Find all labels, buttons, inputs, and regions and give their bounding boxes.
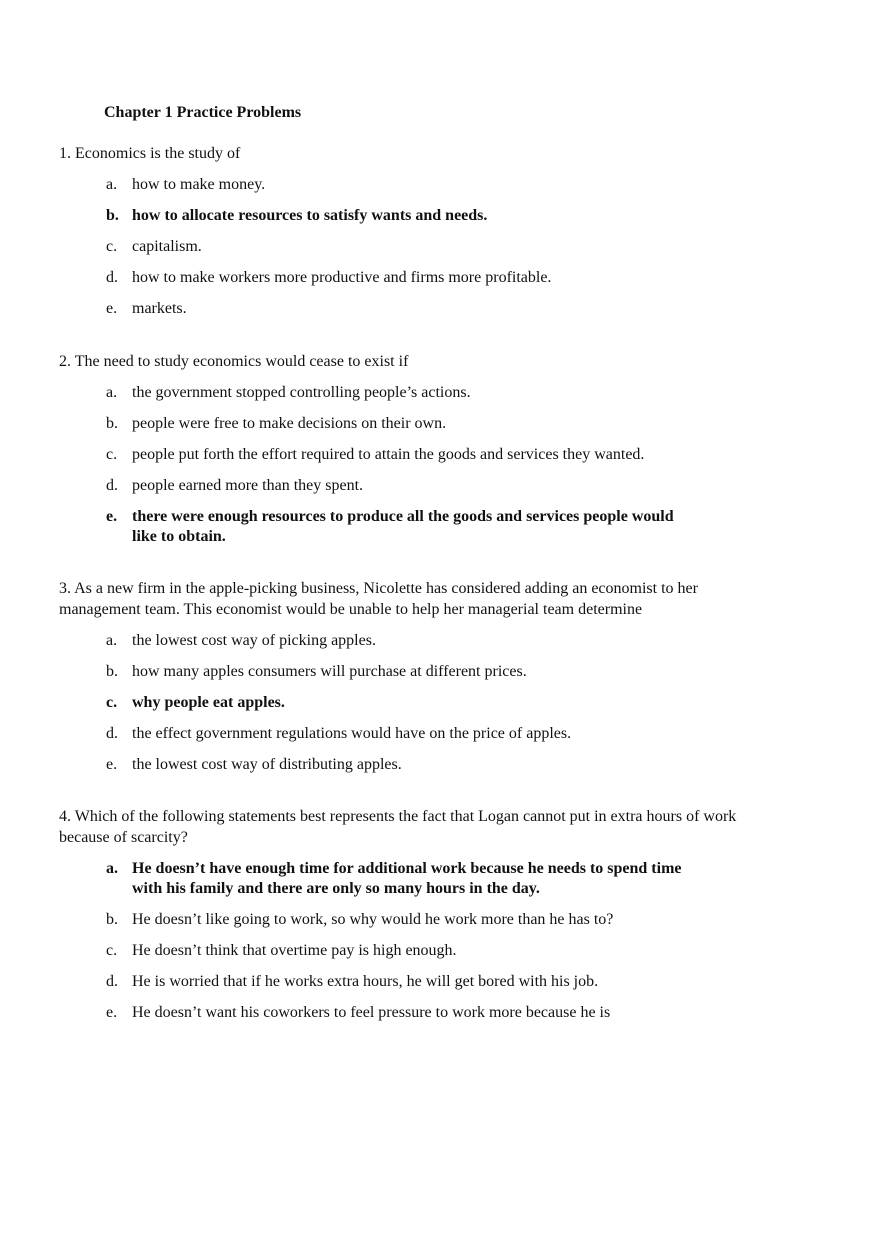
option-c bbox=[59, 445, 732, 465]
option-text: how to make money. bbox=[132, 176, 266, 193]
option-letter: a. bbox=[106, 632, 118, 649]
option-text: markets. bbox=[132, 300, 187, 317]
option-text: He is worried that if he works extra hours, he will get bored with his job. bbox=[132, 973, 599, 990]
option-letter: c. bbox=[106, 942, 118, 959]
option-text: people earned more than they spent. bbox=[132, 477, 364, 494]
options-list bbox=[59, 631, 779, 775]
option-d bbox=[59, 724, 732, 744]
option-text: He doesn’t have enough time for additional work because he needs to spend time with his family and there are only so many hours in the day. bbox=[132, 860, 682, 897]
page-title: Chapter 1 Practice Problems bbox=[104, 104, 302, 121]
option-letter: b. bbox=[106, 207, 119, 224]
option-d bbox=[59, 476, 732, 496]
question-stem: 1. Economics is the study of bbox=[59, 145, 241, 162]
option-letter: a. bbox=[106, 860, 118, 877]
option-text: the lowest cost way of picking apples. bbox=[132, 632, 376, 649]
question-stem: 3. As a new firm in the apple-picking business, Nicolette has considered adding an economist to her management team. This economist would be unable to help her managerial team determine bbox=[59, 580, 698, 618]
option-text: people were free to make decisions on their own. bbox=[132, 415, 447, 432]
option-letter: e. bbox=[106, 1004, 118, 1021]
option-letter: c. bbox=[106, 238, 118, 255]
options-list bbox=[59, 383, 779, 547]
option-text: how many apples consumers will purchase at different prices. bbox=[132, 663, 527, 680]
option-letter: b. bbox=[106, 663, 118, 680]
option-text: He doesn’t like going to work, so why would he work more than he has to? bbox=[132, 911, 614, 928]
option-letter: d. bbox=[106, 973, 118, 990]
option-c bbox=[59, 237, 732, 257]
option-b-correct bbox=[59, 206, 732, 226]
option-a bbox=[59, 631, 732, 651]
option-a bbox=[59, 175, 732, 195]
question-4 bbox=[59, 806, 779, 1023]
option-d bbox=[59, 268, 732, 288]
option-b bbox=[59, 910, 732, 930]
option-text: why people eat apples. bbox=[132, 694, 285, 711]
option-letter: d. bbox=[106, 477, 118, 494]
option-c-correct bbox=[59, 693, 732, 713]
option-a bbox=[59, 383, 732, 403]
option-a-correct bbox=[59, 859, 702, 899]
option-e bbox=[59, 1003, 732, 1023]
option-letter: a. bbox=[106, 384, 118, 401]
option-letter: e. bbox=[106, 300, 118, 317]
question-stem: 4. Which of the following statements best represents the fact that Logan cannot put in extra hours of work because of scarcity? bbox=[59, 808, 737, 846]
question-2 bbox=[59, 351, 779, 547]
option-text: capitalism. bbox=[132, 238, 202, 255]
option-b bbox=[59, 414, 732, 434]
option-text: the lowest cost way of distributing apples. bbox=[132, 756, 402, 773]
option-text: He doesn’t want his coworkers to feel pressure to work more because he is bbox=[132, 1004, 611, 1021]
option-text: the effect government regulations would have on the price of apples. bbox=[132, 725, 572, 742]
option-text: there were enough resources to produce all the goods and services people would like to obtain. bbox=[132, 508, 674, 545]
option-text: He doesn’t think that overtime pay is high enough. bbox=[132, 942, 457, 959]
option-letter: e. bbox=[106, 756, 118, 773]
options-list bbox=[59, 175, 779, 319]
option-letter: c. bbox=[106, 694, 118, 711]
option-letter: b. bbox=[106, 911, 118, 928]
option-e bbox=[59, 299, 732, 319]
options-list bbox=[59, 859, 779, 1023]
question-1 bbox=[59, 143, 779, 319]
question-3 bbox=[59, 578, 779, 775]
option-c bbox=[59, 941, 732, 961]
option-text: how to make workers more productive and firms more profitable. bbox=[132, 269, 552, 286]
question-stem: 2. The need to study economics would cease to exist if bbox=[59, 353, 409, 370]
option-letter: a. bbox=[106, 176, 118, 193]
option-letter: e. bbox=[106, 508, 118, 525]
option-e bbox=[59, 755, 732, 775]
option-text: the government stopped controlling people’s actions. bbox=[132, 384, 471, 401]
option-e-correct bbox=[59, 507, 682, 547]
option-letter: d. bbox=[106, 725, 118, 742]
option-d bbox=[59, 972, 732, 992]
option-letter: d. bbox=[106, 269, 118, 286]
option-b bbox=[59, 662, 732, 682]
option-letter: c. bbox=[106, 446, 118, 463]
option-letter: b. bbox=[106, 415, 118, 432]
option-text: people put forth the effort required to attain the goods and services they wanted. bbox=[132, 446, 645, 463]
option-text: how to allocate resources to satisfy wants and needs. bbox=[132, 207, 488, 224]
